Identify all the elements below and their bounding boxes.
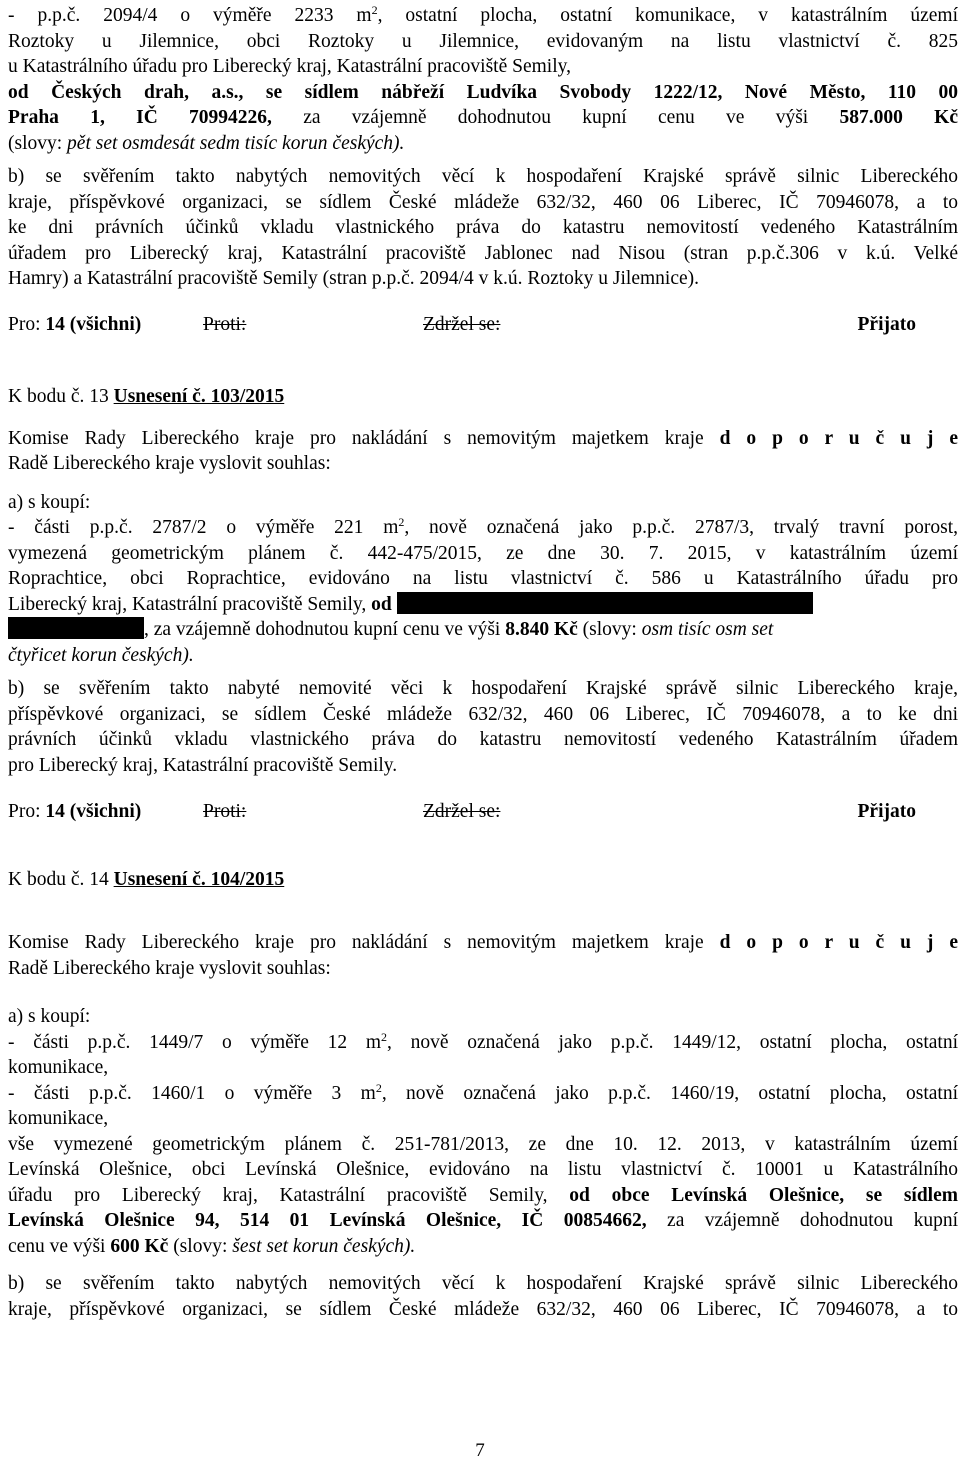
page-number: 7 [475, 1440, 485, 1461]
text-line: vymezená geometrickým plánem č. 442-475/2015, ze dne 30. 7. 2015, v katastrálním území [8, 542, 958, 564]
text-line: právních účinků vkladu vlastnického práva do katastru nemovitostí vedeného Katastrálním úřadem [8, 729, 958, 750]
subheading: a) s koupí: [8, 491, 91, 513]
text-line: Liberecký kraj, Katastrální pracoviště Semily, od [8, 592, 958, 618]
text-line: ke dni právních účinků vkladu vlastnického práva do katastru nemovitostí vedeného Katastrálním [8, 217, 958, 238]
text-line: pro Liberecký kraj, Katastrální pracoviště Semily. [8, 754, 398, 776]
text-line: komunikace, [8, 1108, 109, 1129]
text-line: b) se svěřením takto nabyté nemovité věci k hospodaření Krajské správě silnic Libereckého kraje, [8, 678, 958, 699]
text-line: vše vymezené geometrickým plánem č. 251-781/2013, ze dne 10. 12. 2013, v katastrálním území [8, 1133, 958, 1155]
vote-result: Přijato [857, 801, 916, 822]
intro-line: Komise Rady Libereckého kraje pro nakládání s nemovitým majetkem kraje d o p o r u č u j e [8, 427, 958, 449]
text-line: Roztoky u Jilemnice, obci Roztoky u Jilemnice, evidovaným na listu vlastnictví č. 825 [8, 30, 958, 52]
price-words: čtyřicet korun českých). [8, 644, 194, 666]
vote-line: Pro: 14 (všichni) Proti: Zdržel se: Přijato [8, 312, 958, 338]
price-line: Praha 1, IČ 70994226, za vzájemně dohodnutou kupní cenu ve výši 587.000 Kč [8, 107, 958, 128]
text-line: příspěvkové organizaci, se sídlem České mládeže 632/32, 460 06 Liberec, IČ 70946078, a to ke dni [8, 703, 958, 725]
parcel-line: - části p.p.č. 1449/7 o výměře 12 $m^2$, nově označená jako p.p.č. 1449/12, ostatní plocha, ostatní [8, 1029, 958, 1053]
document-page [8, 0, 958, 1322]
text-line: Levínská Olešnice, obci Levínská Olešnice, evidováno na listu vlastnictví č. 10001 u Katastrálního [8, 1159, 958, 1180]
text-line: kraje, příspěvkové organizaci, se sídlem České mládeže 632/32, 460 06 Liberec, IČ 70946078, a to [8, 191, 958, 213]
text-line: Roprachtice, obci Roprachtice, evidováno na listu vlastnictví č. 586 u Katastrálního úřadu pro [8, 568, 958, 589]
intro-line: Komise Rady Libereckého kraje pro nakládání s nemovitým majetkem kraje d o p o r u č u j e [8, 932, 958, 953]
text-line: Hamry) a Katastrální pracoviště Semily (stran p.p.č. 2094/4 v k.ú. Roztoky u Jilemnice). [8, 268, 700, 289]
price-words: (slovy: pět set osmdesát sedm tisíc korun českých). [8, 132, 405, 154]
text-line: kraje, příspěvkové organizaci, se sídlem České mládeže 632/32, 460 06 Liberec, IČ 70946078, a to [8, 1298, 958, 1320]
redaction-block [8, 617, 144, 639]
text-line: b) se svěřením takto nabytých nemovitých věcí k hospodaření Krajské správě silnic Libereckého [8, 166, 958, 187]
vote-zdrzel: Zdržel se: [423, 801, 501, 822]
vote-line: Pro: 14 (všichni) Proti: Zdržel se: Přijato [8, 799, 958, 825]
intro-line: Radě Libereckého kraje vyslovit souhlas: [8, 453, 331, 474]
text-line: úřadem pro Liberecký kraj, Katastrální pracoviště Jablonec nad Nisou (stran p.p.č.306 v k.ú. Velké [8, 242, 958, 264]
price-line: cenu ve výši 600 Kč (slovy: šest set korun českých). [8, 1235, 416, 1257]
section-heading: K bodu č. 13 Usnesení č. 103/2015 [8, 386, 285, 407]
text-line: b) se svěřením takto nabytých nemovitých věcí k hospodaření Krajské správě silnic Libereckého [8, 1273, 958, 1294]
text-line: úřadu pro Liberecký kraj, Katastrální pracoviště Semily, od obce Levínská Olešnice, se sídlem [8, 1184, 959, 1206]
vote-zdrzel: Zdržel se: [423, 313, 501, 335]
text-line: komunikace, [8, 1057, 109, 1078]
text-line: u Katastrálního úřadu pro Liberecký kraj, Katastrální pracoviště Semily, [8, 56, 571, 77]
text-line: Levínská Olešnice 94, 514 01 Levínská Olešnice, IČ 00854662, za vzájemně dohodnutou kupní [8, 1210, 958, 1231]
intro-line: Radě Libereckého kraje vyslovit souhlas: [8, 957, 331, 979]
subheading: a) s koupí: [8, 1006, 91, 1027]
seller-line: od Českých drah, a.s., se sídlem nábřeží Ludvíka Svobody 1222/12, Nové Město, 110 00 [8, 81, 958, 103]
redaction-block [397, 592, 813, 614]
vote-proti: Proti: [203, 801, 247, 822]
vote-result: Přijato [857, 313, 916, 335]
price-line: , za vzájemně dohodnutou kupní cenu ve výši 8.840 Kč (slovy: osm tisíc osm set [8, 617, 958, 643]
parcel-line: - části p.p.č. 1460/1 o výměře 3 $m^2$, nově označená jako p.p.č. 1460/19, ostatní plocha, ostatní [8, 1080, 958, 1104]
section-heading: K bodu č. 14 Usnesení č. 104/2015 [8, 868, 285, 890]
vote-proti: Proti: [203, 313, 247, 335]
parcel-line: - části p.p.č. 2787/2 o výměře 221 $m^2$, nově označená jako p.p.č. 2787/3, trvalý travní porost, [8, 515, 958, 538]
parcel-line: - p.p.č. 2094/4 o výměře 2233 $m^2$, ostatní plocha, ostatní komunikace, v katastrálním území [8, 3, 958, 26]
